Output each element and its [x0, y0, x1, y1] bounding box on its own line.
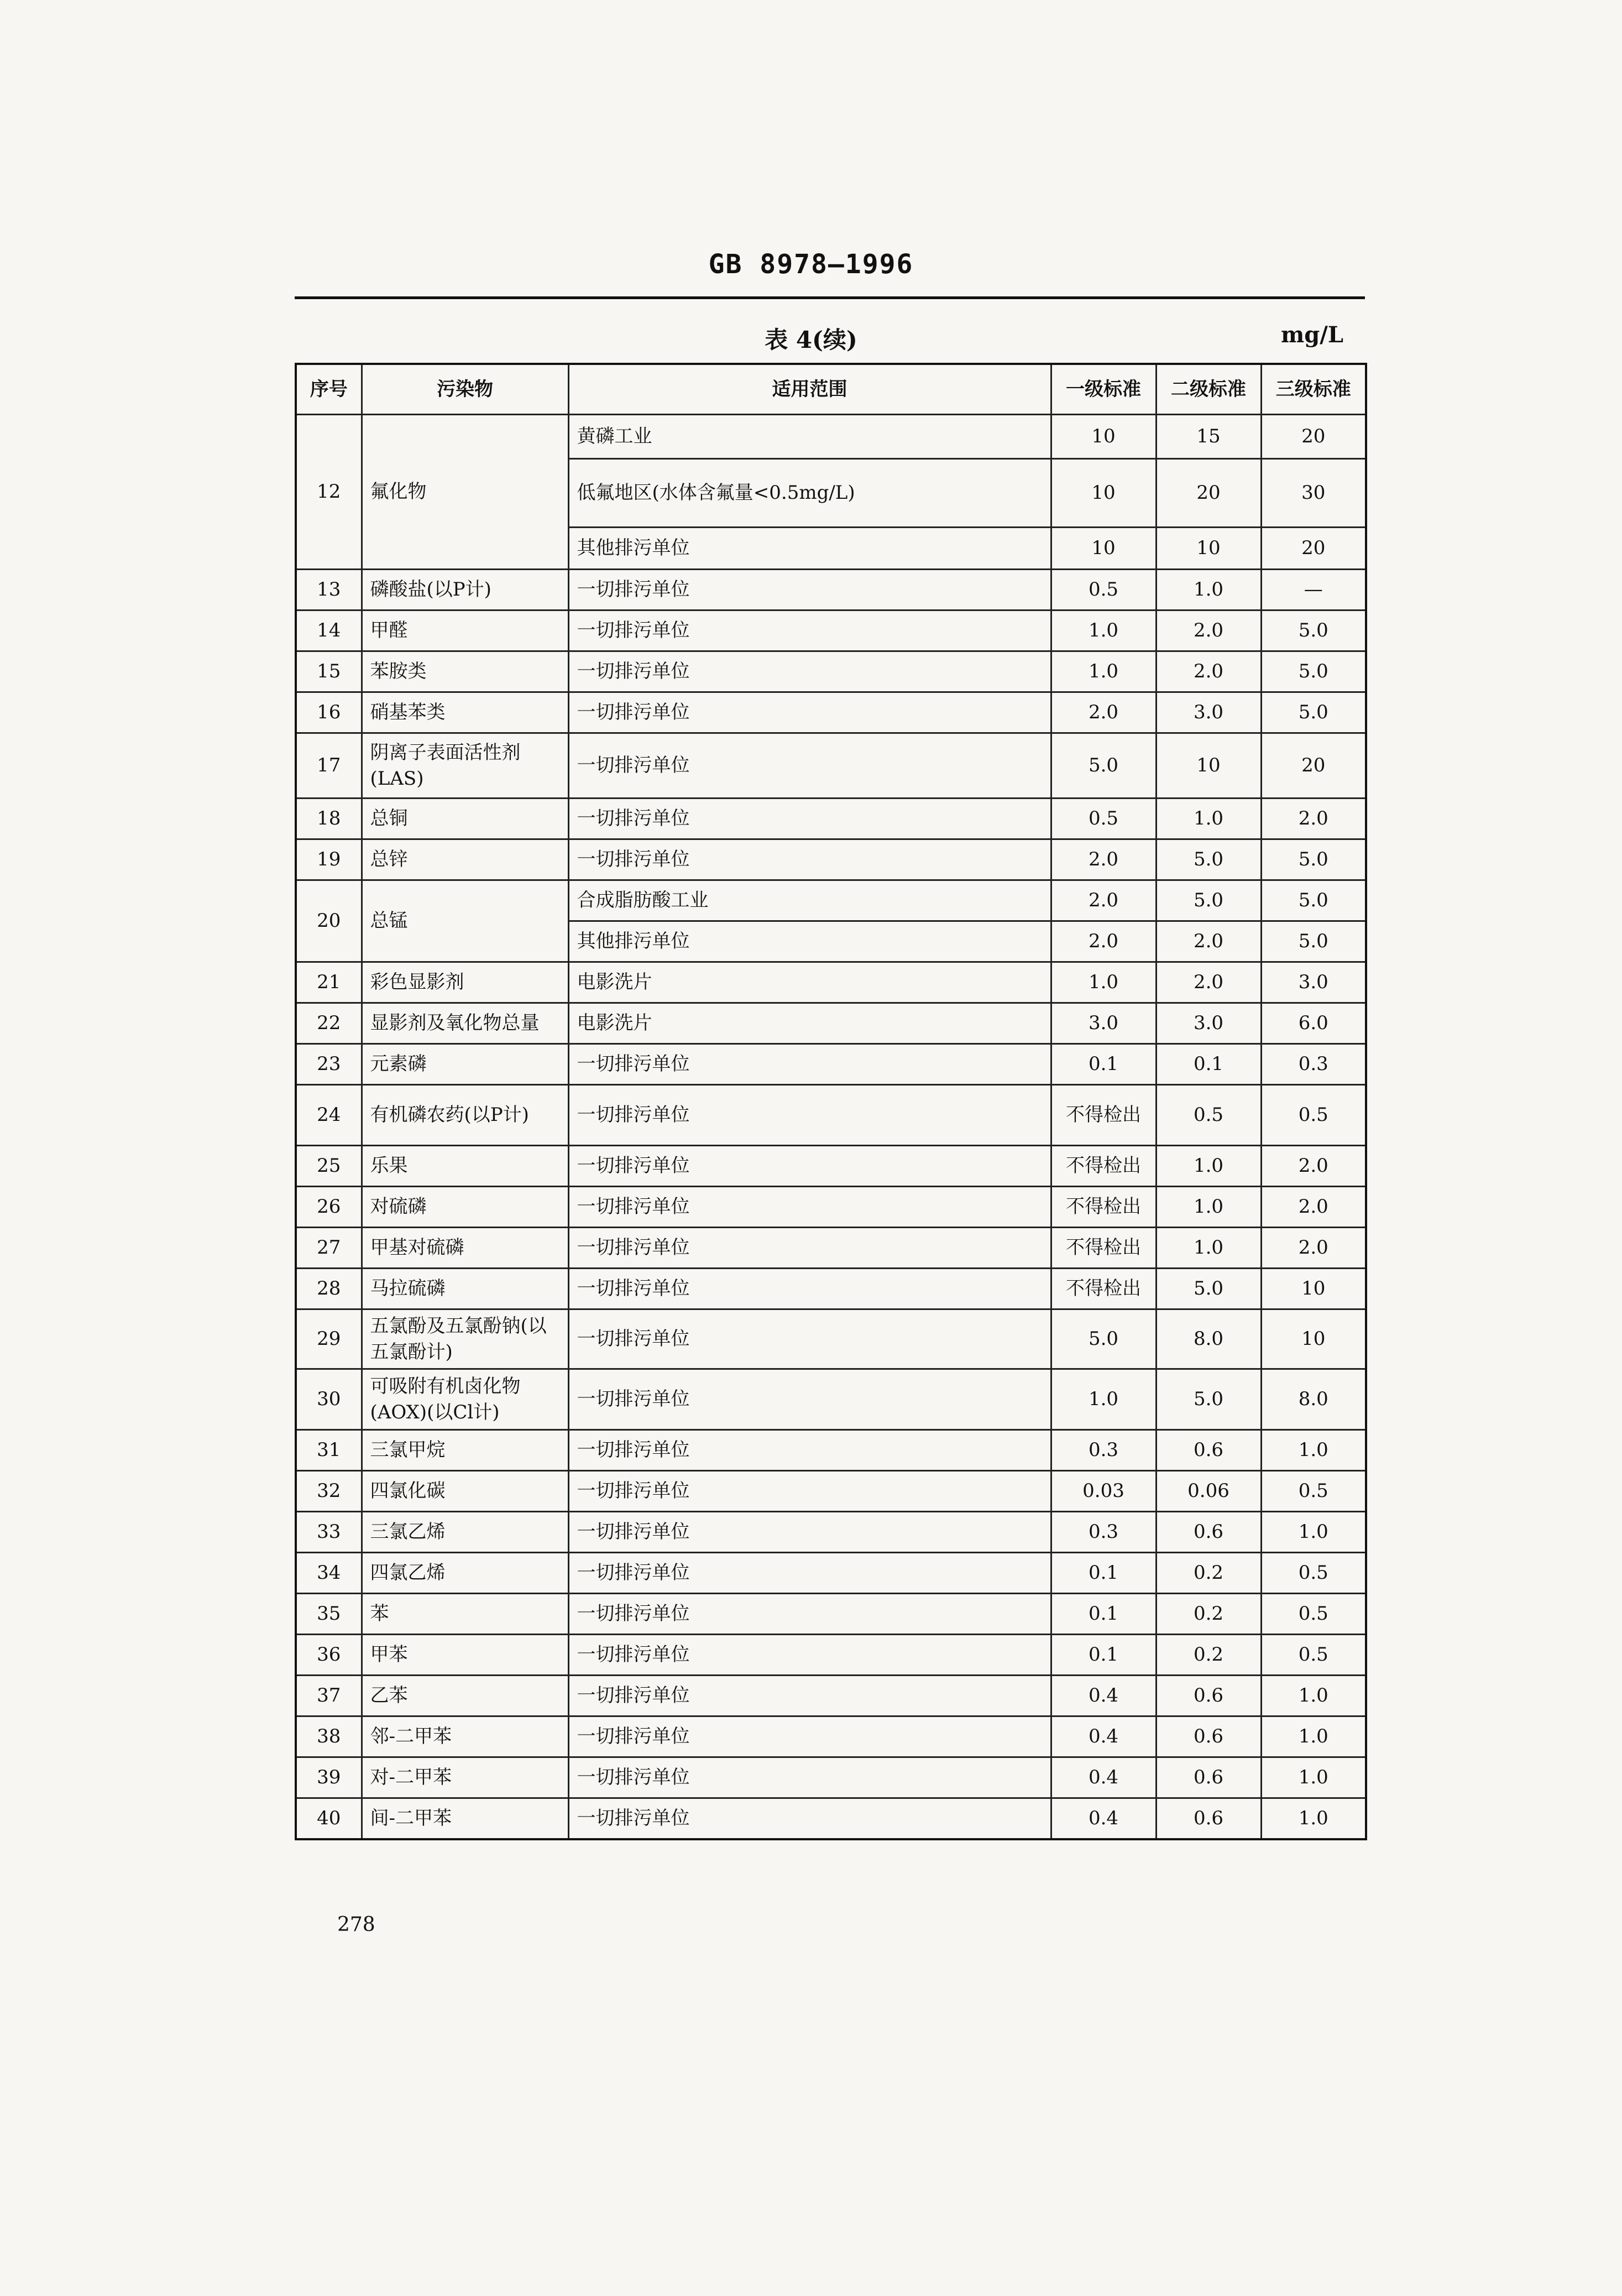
grade1-limit: 0.4 — [1051, 1676, 1156, 1716]
substance-name: 三氯乙烯 — [362, 1512, 568, 1553]
application-scope: 一切排污单位 — [568, 1594, 1051, 1635]
col-header-scope: 适用范围 — [568, 364, 1051, 415]
table-row — [296, 1553, 1366, 1594]
table-row — [296, 880, 1366, 921]
row-number: 34 — [296, 1553, 362, 1594]
document-code: GB 8978—1996 — [708, 249, 914, 280]
grade3-limit: 20 — [1261, 733, 1366, 799]
application-scope: 一切排污单位 — [568, 1085, 1051, 1146]
application-scope: 一切排污单位 — [568, 1716, 1051, 1757]
row-number: 39 — [296, 1757, 362, 1798]
grade2-limit: 3.0 — [1156, 692, 1261, 733]
row-number: 27 — [296, 1228, 362, 1269]
row-number: 12 — [296, 415, 362, 570]
grade3-limit: 1.0 — [1261, 1512, 1366, 1553]
col-header-grade1: 一级标准 — [1051, 364, 1156, 415]
substance-name: 苯 — [362, 1594, 568, 1635]
grade2-limit: 1.0 — [1156, 1228, 1261, 1269]
table-row — [296, 1594, 1366, 1635]
row-number: 30 — [296, 1369, 362, 1430]
grade3-limit: 0.5 — [1261, 1635, 1366, 1676]
grade2-limit: 1.0 — [1156, 1187, 1261, 1228]
row-number: 37 — [296, 1676, 362, 1716]
application-scope: 一切排污单位 — [568, 1187, 1051, 1228]
header-rule — [295, 296, 1365, 299]
grade2-limit: 0.1 — [1156, 1044, 1261, 1085]
substance-name: 总锰 — [362, 880, 568, 962]
substance-name: 有机磷农药(以P计) — [362, 1085, 568, 1146]
table-row — [296, 1635, 1366, 1676]
grade3-limit: 20 — [1261, 528, 1366, 570]
table-row — [296, 1187, 1366, 1228]
grade1-limit: 不得检出 — [1051, 1187, 1156, 1228]
substance-name: 甲基对硫磷 — [362, 1228, 568, 1269]
substance-name: 四氯化碳 — [362, 1471, 568, 1512]
grade2-limit: 2.0 — [1156, 610, 1261, 651]
grade1-limit: 1.0 — [1051, 610, 1156, 651]
application-scope: 一切排污单位 — [568, 1798, 1051, 1839]
application-scope: 一切排污单位 — [568, 1146, 1051, 1187]
grade3-limit: 2.0 — [1261, 1187, 1366, 1228]
col-header-grade3: 三级标准 — [1261, 364, 1366, 415]
grade2-limit: 0.2 — [1156, 1553, 1261, 1594]
grade1-limit: 10 — [1051, 415, 1156, 459]
grade3-limit: 1.0 — [1261, 1716, 1366, 1757]
grade2-limit: 0.6 — [1156, 1798, 1261, 1839]
substance-name: 五氯酚及五氯酚钠(以五氯酚计) — [362, 1309, 568, 1369]
grade3-limit: 2.0 — [1261, 1228, 1366, 1269]
application-scope: 其他排污单位 — [568, 528, 1051, 570]
grade1-limit: 不得检出 — [1051, 1085, 1156, 1146]
application-scope: 一切排污单位 — [568, 651, 1051, 692]
grade1-limit: 2.0 — [1051, 839, 1156, 880]
grade3-limit: 5.0 — [1261, 651, 1366, 692]
grade1-limit: 0.4 — [1051, 1757, 1156, 1798]
substance-name: 可吸附有机卤化物(AOX)(以Cl计) — [362, 1369, 568, 1430]
grade1-limit: 3.0 — [1051, 1003, 1156, 1044]
grade1-limit: 2.0 — [1051, 692, 1156, 733]
substance-name: 显影剂及氧化物总量 — [362, 1003, 568, 1044]
application-scope: 一切排污单位 — [568, 1757, 1051, 1798]
substance-name: 氟化物 — [362, 415, 568, 570]
table-row — [296, 610, 1366, 651]
grade1-limit: 1.0 — [1051, 1369, 1156, 1430]
row-number: 31 — [296, 1430, 362, 1471]
substance-name: 元素磷 — [362, 1044, 568, 1085]
table-row — [296, 651, 1366, 692]
grade1-limit: 0.3 — [1051, 1512, 1156, 1553]
application-scope: 一切排污单位 — [568, 1635, 1051, 1676]
grade3-limit: 8.0 — [1261, 1369, 1366, 1430]
grade3-limit: 0.5 — [1261, 1085, 1366, 1146]
application-scope: 一切排污单位 — [568, 1369, 1051, 1430]
col-header-grade2: 二级标准 — [1156, 364, 1261, 415]
grade3-limit: 2.0 — [1261, 799, 1366, 839]
application-scope: 其他排污单位 — [568, 921, 1051, 962]
substance-name: 总锌 — [362, 839, 568, 880]
table-row — [296, 839, 1366, 880]
application-scope: 一切排污单位 — [568, 1676, 1051, 1716]
table-row — [296, 1269, 1366, 1309]
substance-name: 间-二甲苯 — [362, 1798, 568, 1839]
row-number: 20 — [296, 880, 362, 962]
table-row — [296, 1757, 1366, 1798]
substance-name: 甲苯 — [362, 1635, 568, 1676]
grade2-limit: 5.0 — [1156, 880, 1261, 921]
substance-name: 总铜 — [362, 799, 568, 839]
table-row — [296, 1044, 1366, 1085]
grade1-limit: 5.0 — [1051, 733, 1156, 799]
row-number: 33 — [296, 1512, 362, 1553]
grade3-limit: — — [1261, 570, 1366, 610]
grade2-limit: 0.6 — [1156, 1757, 1261, 1798]
grade3-limit: 10 — [1261, 1309, 1366, 1369]
application-scope: 一切排污单位 — [568, 839, 1051, 880]
grade3-limit: 5.0 — [1261, 610, 1366, 651]
application-scope: 低氟地区(水体含氟量<0.5mg/L) — [568, 459, 1051, 528]
grade3-limit: 0.5 — [1261, 1594, 1366, 1635]
application-scope: 一切排污单位 — [568, 610, 1051, 651]
grade1-limit: 2.0 — [1051, 880, 1156, 921]
application-scope: 电影洗片 — [568, 1003, 1051, 1044]
grade2-limit: 2.0 — [1156, 651, 1261, 692]
grade1-limit: 5.0 — [1051, 1309, 1156, 1369]
grade2-limit: 2.0 — [1156, 962, 1261, 1003]
row-number: 17 — [296, 733, 362, 799]
table-row — [296, 1676, 1366, 1716]
grade3-limit: 0.5 — [1261, 1471, 1366, 1512]
table-row — [296, 1716, 1366, 1757]
application-scope: 电影洗片 — [568, 962, 1051, 1003]
table-header-row — [296, 364, 1366, 415]
application-scope: 一切排污单位 — [568, 1471, 1051, 1512]
substance-name: 彩色显影剂 — [362, 962, 568, 1003]
application-scope: 一切排污单位 — [568, 1228, 1051, 1269]
application-scope: 一切排污单位 — [568, 1309, 1051, 1369]
grade2-limit: 5.0 — [1156, 1369, 1261, 1430]
grade1-limit: 0.4 — [1051, 1716, 1156, 1757]
grade1-limit: 1.0 — [1051, 962, 1156, 1003]
col-header-substance: 污染物 — [362, 364, 568, 415]
grade1-limit: 0.3 — [1051, 1430, 1156, 1471]
grade2-limit: 0.6 — [1156, 1430, 1261, 1471]
grade2-limit: 5.0 — [1156, 839, 1261, 880]
grade3-limit: 5.0 — [1261, 692, 1366, 733]
pollutant-limits-table — [295, 363, 1367, 1840]
grade2-limit: 1.0 — [1156, 570, 1261, 610]
table-row — [296, 799, 1366, 839]
application-scope: 黄磷工业 — [568, 415, 1051, 459]
table-row — [296, 1798, 1366, 1839]
grade3-limit: 1.0 — [1261, 1757, 1366, 1798]
row-number: 35 — [296, 1594, 362, 1635]
grade2-limit: 0.2 — [1156, 1594, 1261, 1635]
substance-name: 对-二甲苯 — [362, 1757, 568, 1798]
application-scope: 一切排污单位 — [568, 1044, 1051, 1085]
grade1-limit: 1.0 — [1051, 651, 1156, 692]
grade3-limit: 20 — [1261, 415, 1366, 459]
application-scope: 合成脂肪酸工业 — [568, 880, 1051, 921]
substance-name: 硝基苯类 — [362, 692, 568, 733]
grade2-limit: 1.0 — [1156, 1146, 1261, 1187]
table-row — [296, 962, 1366, 1003]
grade1-limit: 0.5 — [1051, 799, 1156, 839]
grade1-limit: 不得检出 — [1051, 1228, 1156, 1269]
table-row — [296, 1471, 1366, 1512]
substance-name: 马拉硫磷 — [362, 1269, 568, 1309]
row-number: 29 — [296, 1309, 362, 1369]
substance-name: 对硫磷 — [362, 1187, 568, 1228]
row-number: 18 — [296, 799, 362, 839]
row-number: 14 — [296, 610, 362, 651]
grade2-limit: 0.6 — [1156, 1716, 1261, 1757]
table-row — [296, 415, 1366, 459]
row-number: 40 — [296, 1798, 362, 1839]
row-number: 21 — [296, 962, 362, 1003]
substance-name: 四氯乙烯 — [362, 1553, 568, 1594]
grade2-limit: 10 — [1156, 733, 1261, 799]
grade2-limit: 1.0 — [1156, 799, 1261, 839]
application-scope: 一切排污单位 — [568, 1512, 1051, 1553]
grade2-limit: 0.2 — [1156, 1635, 1261, 1676]
table-row — [296, 1430, 1366, 1471]
row-number: 16 — [296, 692, 362, 733]
row-number: 28 — [296, 1269, 362, 1309]
grade2-limit: 5.0 — [1156, 1269, 1261, 1309]
table-row — [296, 1309, 1366, 1369]
grade3-limit: 10 — [1261, 1269, 1366, 1309]
grade3-limit: 2.0 — [1261, 1146, 1366, 1187]
grade3-limit: 1.0 — [1261, 1430, 1366, 1471]
grade2-limit: 20 — [1156, 459, 1261, 528]
substance-name: 甲醛 — [362, 610, 568, 651]
application-scope: 一切排污单位 — [568, 733, 1051, 799]
row-number: 23 — [296, 1044, 362, 1085]
grade3-limit: 6.0 — [1261, 1003, 1366, 1044]
grade3-limit: 1.0 — [1261, 1798, 1366, 1839]
table-row — [296, 1003, 1366, 1044]
grade2-limit: 0.6 — [1156, 1512, 1261, 1553]
application-scope: 一切排污单位 — [568, 1430, 1051, 1471]
grade1-limit: 0.1 — [1051, 1044, 1156, 1085]
grade1-limit: 0.4 — [1051, 1798, 1156, 1839]
substance-name: 苯胺类 — [362, 651, 568, 692]
table-row — [296, 733, 1366, 799]
row-number: 24 — [296, 1085, 362, 1146]
grade1-limit: 10 — [1051, 459, 1156, 528]
grade2-limit: 15 — [1156, 415, 1261, 459]
table-row — [296, 1085, 1366, 1146]
table-row — [296, 1146, 1366, 1187]
grade3-limit: 5.0 — [1261, 839, 1366, 880]
substance-name: 阴离子表面活性剂(LAS) — [362, 733, 568, 799]
grade3-limit: 0.3 — [1261, 1044, 1366, 1085]
application-scope: 一切排污单位 — [568, 570, 1051, 610]
substance-name: 乐果 — [362, 1146, 568, 1187]
table-row — [296, 1228, 1366, 1269]
table-row — [296, 1512, 1366, 1553]
grade3-limit: 5.0 — [1261, 880, 1366, 921]
grade2-limit: 0.5 — [1156, 1085, 1261, 1146]
substance-name: 乙苯 — [362, 1676, 568, 1716]
row-number: 26 — [296, 1187, 362, 1228]
unit-label: mg/L — [1280, 322, 1343, 348]
grade1-limit: 不得检出 — [1051, 1146, 1156, 1187]
application-scope: 一切排污单位 — [568, 799, 1051, 839]
grade3-limit: 1.0 — [1261, 1676, 1366, 1716]
grade2-limit: 10 — [1156, 528, 1261, 570]
col-header-no: 序号 — [296, 364, 362, 415]
page-number: 278 — [337, 1913, 375, 1936]
application-scope: 一切排污单位 — [568, 1269, 1051, 1309]
grade3-limit: 0.5 — [1261, 1553, 1366, 1594]
table-row — [296, 692, 1366, 733]
grade1-limit: 0.03 — [1051, 1471, 1156, 1512]
application-scope: 一切排污单位 — [568, 692, 1051, 733]
grade2-limit: 8.0 — [1156, 1309, 1261, 1369]
table-body — [296, 415, 1366, 1839]
row-number: 38 — [296, 1716, 362, 1757]
row-number: 13 — [296, 570, 362, 610]
substance-name: 邻-二甲苯 — [362, 1716, 568, 1757]
row-number: 36 — [296, 1635, 362, 1676]
table-caption: 表 4(续) — [765, 326, 857, 353]
grade1-limit: 0.1 — [1051, 1635, 1156, 1676]
row-number: 25 — [296, 1146, 362, 1187]
table-row — [296, 1369, 1366, 1430]
table-row — [296, 570, 1366, 610]
substance-name: 三氯甲烷 — [362, 1430, 568, 1471]
row-number: 22 — [296, 1003, 362, 1044]
grade2-limit: 0.06 — [1156, 1471, 1261, 1512]
substance-name: 磷酸盐(以P计) — [362, 570, 568, 610]
grade3-limit: 3.0 — [1261, 962, 1366, 1003]
grade1-limit: 10 — [1051, 528, 1156, 570]
grade3-limit: 30 — [1261, 459, 1366, 528]
row-number: 15 — [296, 651, 362, 692]
grade1-limit: 0.1 — [1051, 1594, 1156, 1635]
grade1-limit: 0.5 — [1051, 570, 1156, 610]
grade2-limit: 2.0 — [1156, 921, 1261, 962]
row-number: 32 — [296, 1471, 362, 1512]
grade3-limit: 5.0 — [1261, 921, 1366, 962]
grade1-limit: 0.1 — [1051, 1553, 1156, 1594]
row-number: 19 — [296, 839, 362, 880]
grade2-limit: 0.6 — [1156, 1676, 1261, 1716]
application-scope: 一切排污单位 — [568, 1553, 1051, 1594]
grade1-limit: 不得检出 — [1051, 1269, 1156, 1309]
grade1-limit: 2.0 — [1051, 921, 1156, 962]
grade2-limit: 3.0 — [1156, 1003, 1261, 1044]
